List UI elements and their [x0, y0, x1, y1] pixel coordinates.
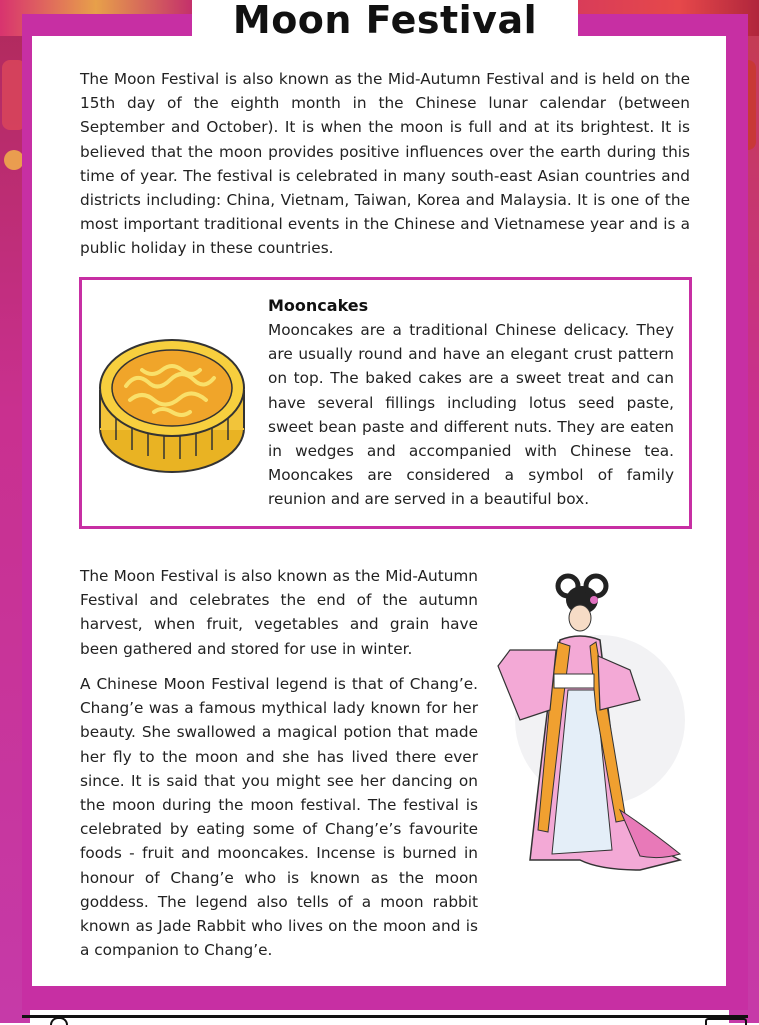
page-title: Moon Festival: [232, 0, 538, 42]
legend-paragraph: A Chinese Moon Festival legend is that of Chang’e. Chang’e was a famous mythical lady known for her beauty. She swallowed a magical potion that made her fly to the moon and she has lived there ever since. It is said that you might see her dancing on the moon during the moon festival. The festival is celebrated by eating some of Chang’e’s favourite foods - fruit and mooncakes. Incense is burned in honour of Chang’e who is known as the moon goddess. The legend also tells of a moon rabbit known as Jade Rabbit who lives on the moon and is a companion to Chang’e.: [80, 675, 478, 960]
mooncakes-heading: Mooncakes: [268, 296, 369, 315]
mooncakes-paragraph: Mooncakes are a traditional Chinese delicacy. They are usually round and have an elegant crust pattern on top. The baked cakes are a sweet treat and can have several fillings including lotus seed paste, sweet bean paste and different nuts. They are eaten in wedges and accompanied with Chinese tea. Mooncakes are considered a symbol of family reunion and are served in a beautiful box.: [268, 321, 674, 509]
footer-logo-icon: [50, 1017, 68, 1025]
harvest-paragraph: The Moon Festival is also known as the Mid-Autumn Festival and celebrates the end of the autumn harvest, when fruit, vegetables and grain have been gathered and stored for use in winter.: [80, 567, 478, 658]
mooncake-illustration: [96, 328, 248, 480]
footer-page-icon: [705, 1018, 747, 1025]
change-goddess-illustration: [490, 570, 690, 880]
lantern-glow-icon: [4, 150, 24, 170]
intro-paragraph: The Moon Festival is also known as the Mid-Autumn Festival and is held on the 15th day of the eighth month in the Chinese lunar calendar (between September and October). It is when the moon is full and at its brightest. It is believed that the moon provides positive influences over the earth during this time of year. The festival is celebrated in many south-east Asian countries and districts including: China, Vietnam, Taiwan, Korea and Malaysia. It is one of the most important traditional events in the Chinese and Vietnamese year and is a public holiday in these countries.: [80, 70, 690, 258]
footer-rule: [22, 1015, 748, 1018]
